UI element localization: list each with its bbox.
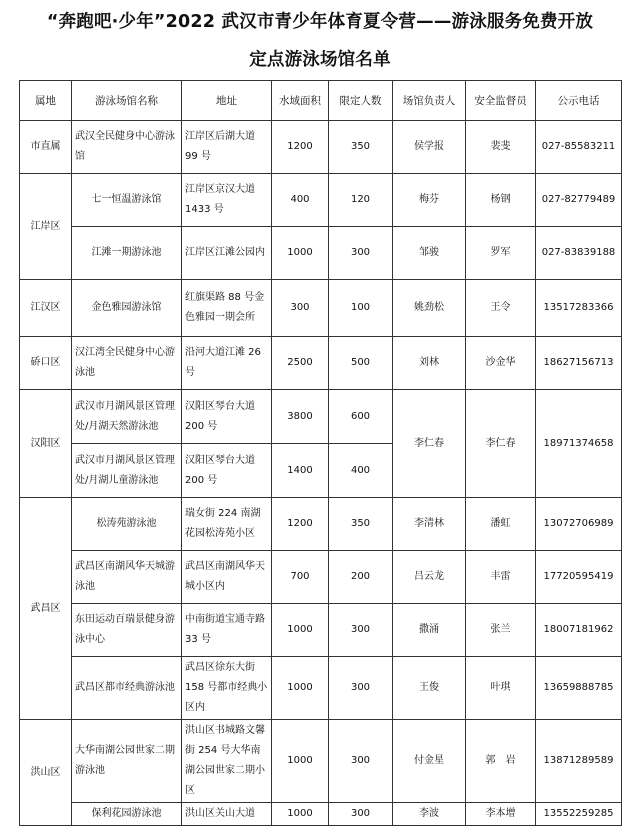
venue-name-cell: 东田运动百瑞景健身游泳中心 <box>72 604 182 657</box>
address-cell: 汉阳区琴台大道 200 号 <box>182 444 272 498</box>
supervisor-cell: 李仁春 <box>466 390 536 498</box>
supervisor-cell: 罗军 <box>466 227 536 280</box>
venue-name-cell: 大华南湖公园世家二期游泳池 <box>72 720 182 803</box>
limit-cell: 100 <box>329 280 393 337</box>
table-row <box>20 551 622 604</box>
district-cell: 硚口区 <box>20 337 72 390</box>
supervisor-cell: 郭 岩 <box>466 720 536 803</box>
table-row <box>20 604 622 657</box>
area-cell: 700 <box>272 551 329 604</box>
table-row <box>20 174 622 227</box>
phone-cell: 027-83839188 <box>536 227 622 280</box>
manager-cell: 付金星 <box>393 720 466 803</box>
supervisor-cell: 张兰 <box>466 604 536 657</box>
supervisor-cell: 潘虹 <box>466 498 536 551</box>
address-cell: 江岸区后湖大道 99 号 <box>182 121 272 174</box>
manager-cell: 李清林 <box>393 498 466 551</box>
address-cell: 洪山区书城路文馨街 254 号大华南湖公园世家二期小区 <box>182 720 272 803</box>
supervisor-cell: 叶琪 <box>466 657 536 720</box>
address-cell: 红旗渠路 88 号金色雅园一期会所 <box>182 280 272 337</box>
manager-cell: 梅芬 <box>393 174 466 227</box>
address-cell: 武昌区南湖风华天城小区内 <box>182 551 272 604</box>
supervisor-cell: 李本增 <box>466 803 536 826</box>
manager-cell: 姚劲松 <box>393 280 466 337</box>
supervisor-cell: 杨钢 <box>466 174 536 227</box>
area-cell: 1000 <box>272 604 329 657</box>
table-row <box>20 803 622 826</box>
manager-cell: 吕云龙 <box>393 551 466 604</box>
header-limit: 限定人数 <box>329 81 393 121</box>
venue-name-cell: 松涛苑游泳池 <box>72 498 182 551</box>
area-cell: 1400 <box>272 444 329 498</box>
manager-cell: 邹骏 <box>393 227 466 280</box>
header-row <box>20 81 622 121</box>
venue-name-cell: 七一恒温游泳馆 <box>72 174 182 227</box>
venue-name-cell: 武汉市月湖风景区管理处/月湖儿童游泳池 <box>72 444 182 498</box>
manager-cell: 王俊 <box>393 657 466 720</box>
limit-cell: 350 <box>329 121 393 174</box>
limit-cell: 300 <box>329 657 393 720</box>
table-row <box>20 720 622 803</box>
area-cell: 3800 <box>272 390 329 444</box>
district-cell: 洪山区 <box>20 720 72 826</box>
manager-cell: 李波 <box>393 803 466 826</box>
phone-cell: 18971374658 <box>536 390 622 498</box>
phone-cell: 13871289589 <box>536 720 622 803</box>
phone-cell: 17720595419 <box>536 551 622 604</box>
table-row <box>20 390 622 444</box>
table-row <box>20 498 622 551</box>
venue-name-cell: 汉江湾全民健身中心游泳池 <box>72 337 182 390</box>
header-manager: 场馆负责人 <box>393 81 466 121</box>
area-cell: 2500 <box>272 337 329 390</box>
area-cell: 1200 <box>272 498 329 551</box>
document-title: “奔跑吧·少年”2022 武汉市青少年体育夏令营——游泳服务免费开放 <box>46 12 594 32</box>
venue-table <box>19 80 622 826</box>
supervisor-cell: 沙金华 <box>466 337 536 390</box>
supervisor-cell: 王令 <box>466 280 536 337</box>
address-cell: 武昌区徐东大街 158 号都市经典小区内 <box>182 657 272 720</box>
venue-name-cell: 武汉全民健身中心游泳馆 <box>72 121 182 174</box>
header-district: 属地 <box>20 81 72 121</box>
manager-cell: 撒涌 <box>393 604 466 657</box>
district-cell: 汉阳区 <box>20 390 72 498</box>
venue-name-cell: 武汉市月湖风景区管理处/月湖天然游泳池 <box>72 390 182 444</box>
header-supervisor: 安全监督员 <box>466 81 536 121</box>
manager-cell: 侯学报 <box>393 121 466 174</box>
table-row <box>20 227 622 280</box>
phone-cell: 027-82779489 <box>536 174 622 227</box>
area-cell: 1000 <box>272 803 329 826</box>
address-cell: 江岸区京汉大道 1433 号 <box>182 174 272 227</box>
phone-cell: 18007181962 <box>536 604 622 657</box>
limit-cell: 350 <box>329 498 393 551</box>
limit-cell: 200 <box>329 551 393 604</box>
limit-cell: 300 <box>329 604 393 657</box>
area-cell: 300 <box>272 280 329 337</box>
district-cell: 武昌区 <box>20 498 72 720</box>
district-cell: 江岸区 <box>20 174 72 280</box>
table-row <box>20 121 622 174</box>
area-cell: 1000 <box>272 657 329 720</box>
address-cell: 瑞女街 224 南湖花园松涛苑小区 <box>182 498 272 551</box>
supervisor-cell: 裴斐 <box>466 121 536 174</box>
address-cell: 江岸区江滩公园内 <box>182 227 272 280</box>
venue-name-cell: 武昌区都市经典游泳池 <box>72 657 182 720</box>
district-cell: 江汉区 <box>20 280 72 337</box>
limit-cell: 400 <box>329 444 393 498</box>
area-cell: 1000 <box>272 227 329 280</box>
manager-cell: 李仁春 <box>393 390 466 498</box>
table-row <box>20 280 622 337</box>
address-cell: 沿河大道江滩 26 号 <box>182 337 272 390</box>
limit-cell: 120 <box>329 174 393 227</box>
document-subtitle: 定点游泳场馆名单 <box>249 50 391 70</box>
supervisor-cell: 丰雷 <box>466 551 536 604</box>
area-cell: 400 <box>272 174 329 227</box>
district-cell: 市直属 <box>20 121 72 174</box>
table-row <box>20 657 622 720</box>
header-address: 地址 <box>182 81 272 121</box>
limit-cell: 300 <box>329 720 393 803</box>
venue-name-cell: 武昌区南湖风华天城游泳池 <box>72 551 182 604</box>
phone-cell: 13072706989 <box>536 498 622 551</box>
limit-cell: 300 <box>329 227 393 280</box>
area-cell: 1200 <box>272 121 329 174</box>
manager-cell: 刘林 <box>393 337 466 390</box>
phone-cell: 13552259285 <box>536 803 622 826</box>
venue-name-cell: 保利花园游泳池 <box>72 803 182 826</box>
venue-name-cell: 江滩一期游泳池 <box>72 227 182 280</box>
limit-cell: 300 <box>329 803 393 826</box>
header-area: 水域面积 <box>272 81 329 121</box>
header-venue-name: 游泳场馆名称 <box>72 81 182 121</box>
address-cell: 汉阳区琴台大道 200 号 <box>182 390 272 444</box>
address-cell: 洪山区关山大道 <box>182 803 272 826</box>
area-cell: 1000 <box>272 720 329 803</box>
limit-cell: 500 <box>329 337 393 390</box>
venue-name-cell: 金色雅园游泳馆 <box>72 280 182 337</box>
phone-cell: 027-85583211 <box>536 121 622 174</box>
table-row <box>20 337 622 390</box>
phone-cell: 13517283366 <box>536 280 622 337</box>
header-phone: 公示电话 <box>536 81 622 121</box>
address-cell: 中南街道宝通寺路 33 号 <box>182 604 272 657</box>
limit-cell: 600 <box>329 390 393 444</box>
phone-cell: 18627156713 <box>536 337 622 390</box>
phone-cell: 13659888785 <box>536 657 622 720</box>
